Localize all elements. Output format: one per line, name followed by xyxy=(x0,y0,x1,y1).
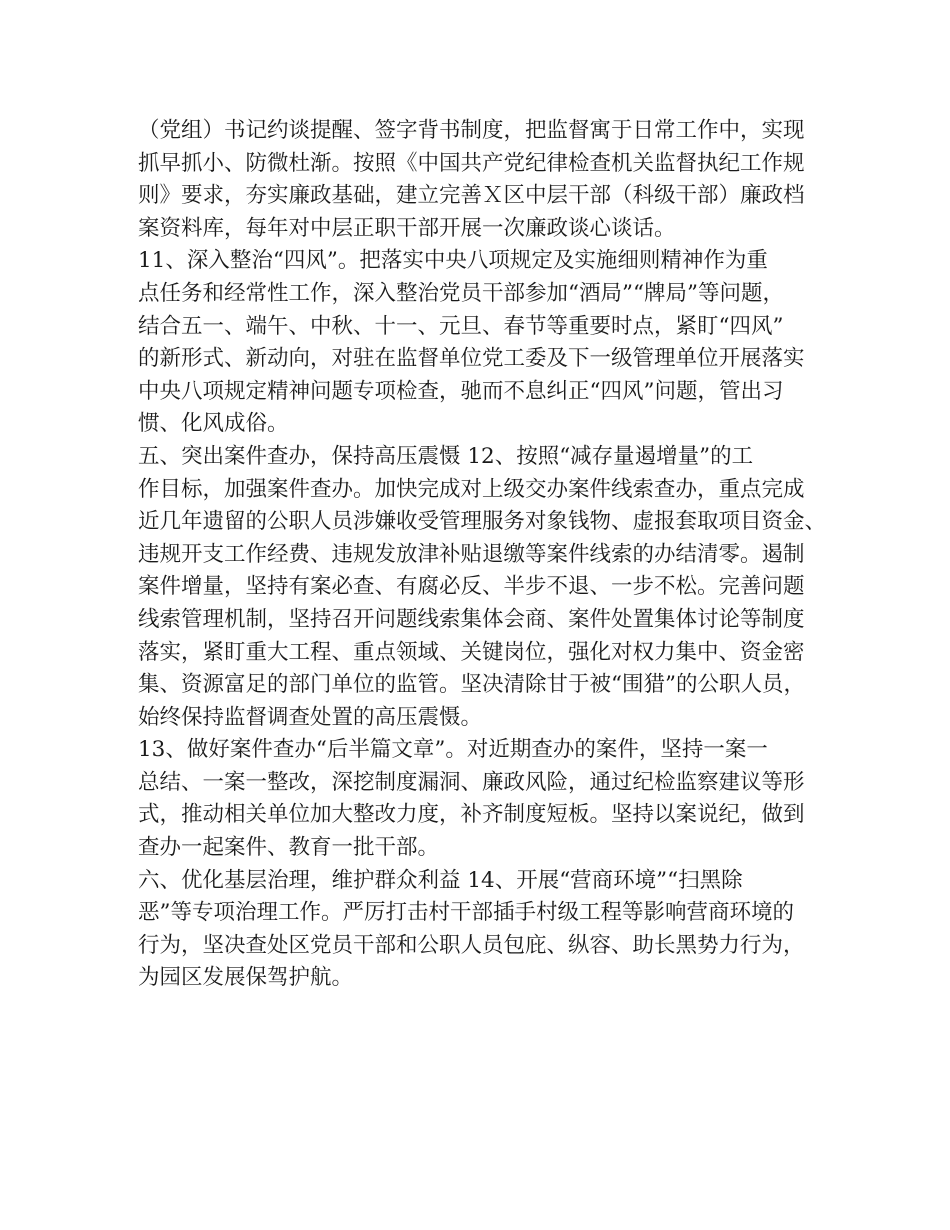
text-line: 作目标，加强案件查办。加快完成对上级交办案件线索查办，重点完成 xyxy=(138,476,805,502)
text-line: 13、做好案件查办“后半篇文章”。对近期查办的案件，坚持一案一 xyxy=(138,737,768,763)
text-line: 结合五一、端午、中秋、十一、元旦、春节等重要时点，紧盯“四风” xyxy=(138,313,784,339)
text-line: 行为，坚决查处区党员干部和公职人员包庇、纵容、助长黑势力行为， xyxy=(138,932,805,958)
text-line: 为园区发展保驾护航。 xyxy=(138,965,354,991)
text-line: 案件增量，坚持有案必查、有腐必反、半步不退、一步不松。完善问题 xyxy=(138,574,805,600)
body-text xyxy=(138,115,838,995)
text-line: 五、突出案件查办，保持高压震慑 12、按照“减存量遏增量”的工 xyxy=(138,443,754,469)
text-line: 抓早抓小、防微杜渐。按照《中国共产党纪律检查机关监督执纪工作规 xyxy=(138,150,805,176)
text-line: 线索管理机制，坚持召开问题线索集体会商、案件处置集体讨论等制度 xyxy=(138,606,805,632)
text-line: 则》要求，夯实廉政基础，建立完善Ｘ区中层干部（科级干部）廉政档 xyxy=(138,183,805,209)
text-line: 恶”等专项治理工作。严厉打击村干部插手村级工程等影响营商环境的 xyxy=(138,900,794,926)
text-line: 六、优化基层治理，维护群众利益 14、开展“营商环境”“扫黑除 xyxy=(138,867,743,893)
text-line: 落实，紧盯重大工程、重点领域、关键岗位，强化对权力集中、资金密 xyxy=(138,639,805,665)
text-line: 的新形式、新动向，对驻在监督单位党工委及下一级管理单位开展落实 xyxy=(138,346,805,372)
text-line: 中央八项规定精神问题专项检查，驰而不息纠正“四风”问题，管出习 xyxy=(138,378,784,404)
text-line: 11、深入整治“四风”。把落实中央八项规定及实施细则精神作为重 xyxy=(138,248,768,274)
text-line: 式，推动相关单位加大整改力度，补齐制度短板。坚持以案说纪，做到 xyxy=(138,802,805,828)
text-line: 始终保持监督调查处置的高压震慑。 xyxy=(138,704,483,730)
text-line: 集、资源富足的部门单位的监管。坚决清除甘于被“围猎”的公职人员， xyxy=(138,672,805,698)
text-line: 查办一起案件、教育一批干部。 xyxy=(138,835,440,861)
text-line: 违规开支工作经费、违规发放津补贴退缴等案件线索的办结清零。遏制 xyxy=(138,541,805,567)
text-line: 近几年遗留的公职人员涉嫌收受管理服务对象钱物、虚报套取项目资金、 xyxy=(138,509,827,535)
text-line: 总结、一案一整改，深挖制度漏洞、廉政风险，通过纪检监察建议等形 xyxy=(138,769,805,795)
text-line: （党组）书记约谈提醒、签字背书制度，把监督寓于日常工作中，实现 xyxy=(138,118,805,143)
text-line: 案资料库，每年对中层正职干部开展一次廉政谈心谈话。 xyxy=(138,215,676,241)
text-line: 点任务和经常性工作，深入整治党员干部参加“酒局”“牌局”等问题， xyxy=(138,280,784,306)
text-line: 惯、化风成俗。 xyxy=(138,411,289,437)
